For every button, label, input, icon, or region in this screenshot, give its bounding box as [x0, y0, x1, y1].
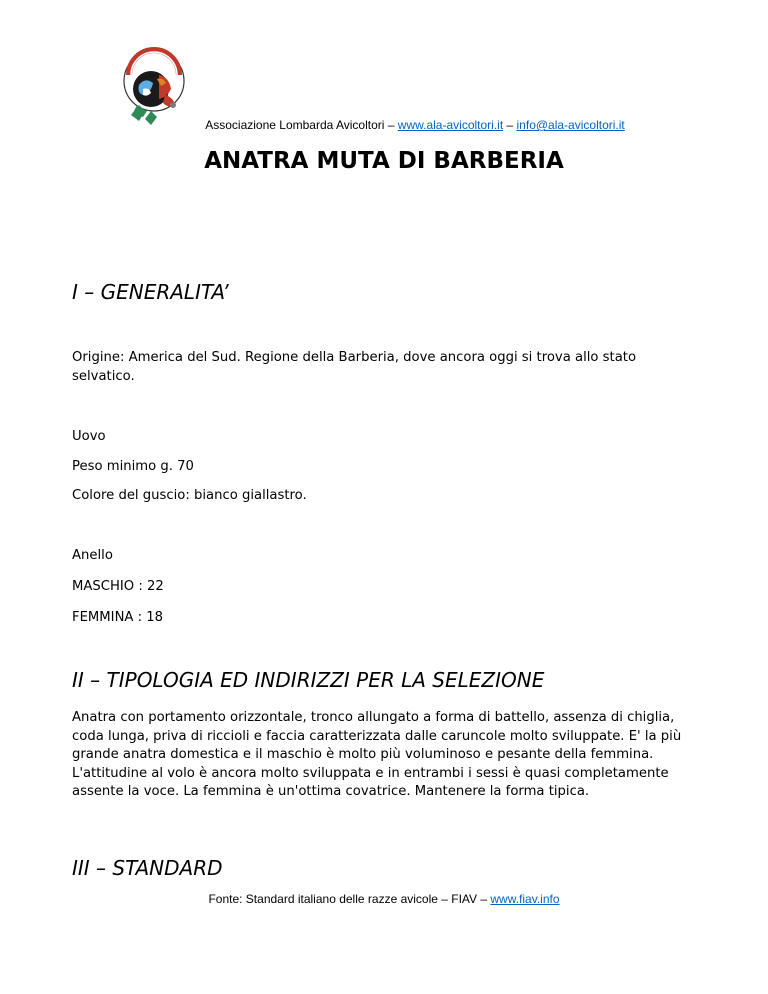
section-heading-tipologia: II – TIPOLOGIA ED INDIRIZZI PER LA SELEZIONE — [72, 668, 545, 692]
footer-source-line — [0, 892, 768, 906]
anello-label: Anello — [72, 548, 113, 563]
tipologia-paragraph: Anatra con portamento orizzontale, tronco allungato a forma di battello, assenza di chiglia, coda lunga, priva di riccioli e faccia caratterizzata dalle caruncole molto sviluppate. E' la più grande anatra domestica e il maschio è molto più voluminoso e pesante della femmina. L'attitudine al volo è ancora molto sviluppata e in entrambi i sessi è quasi completamente assente la voce. La femmina è un'ottima covatrice. Mantenere la forma tipica. — [72, 710, 682, 799]
website-link[interactable]: www.ala-avicoltori.it — [397, 118, 504, 132]
fiav-link[interactable]: www.fiav.info — [490, 892, 560, 906]
section-heading-generalita: I – GENERALITA’ — [72, 280, 229, 304]
colore-guscio: Colore del guscio: bianco giallastro. — [72, 488, 307, 503]
femmina-value: FEMMINA : 18 — [72, 610, 164, 625]
header-separator: – — [503, 118, 517, 132]
footer-text: Fonte: Standard italiano delle razze avicole – FIAV – — [208, 892, 491, 906]
page-title: ANATRA MUTA DI BARBERIA — [204, 148, 564, 174]
origine-paragraph: Origine: America del Sud. Regione della Barberia, dove ancora oggi si trova allo stato selvatico. — [72, 350, 637, 384]
uovo-label: Uovo — [72, 429, 106, 444]
maschio-value: MASCHIO : 22 — [72, 579, 164, 594]
header-contact-line — [0, 118, 768, 132]
peso-minimo: Peso minimo g. 70 — [72, 459, 194, 474]
section-heading-standard: III – STANDARD — [72, 856, 223, 880]
header-org-text: Associazione Lombarda Avicoltori – — [205, 118, 398, 132]
email-link[interactable]: info@ala-avicoltori.it — [516, 118, 625, 132]
